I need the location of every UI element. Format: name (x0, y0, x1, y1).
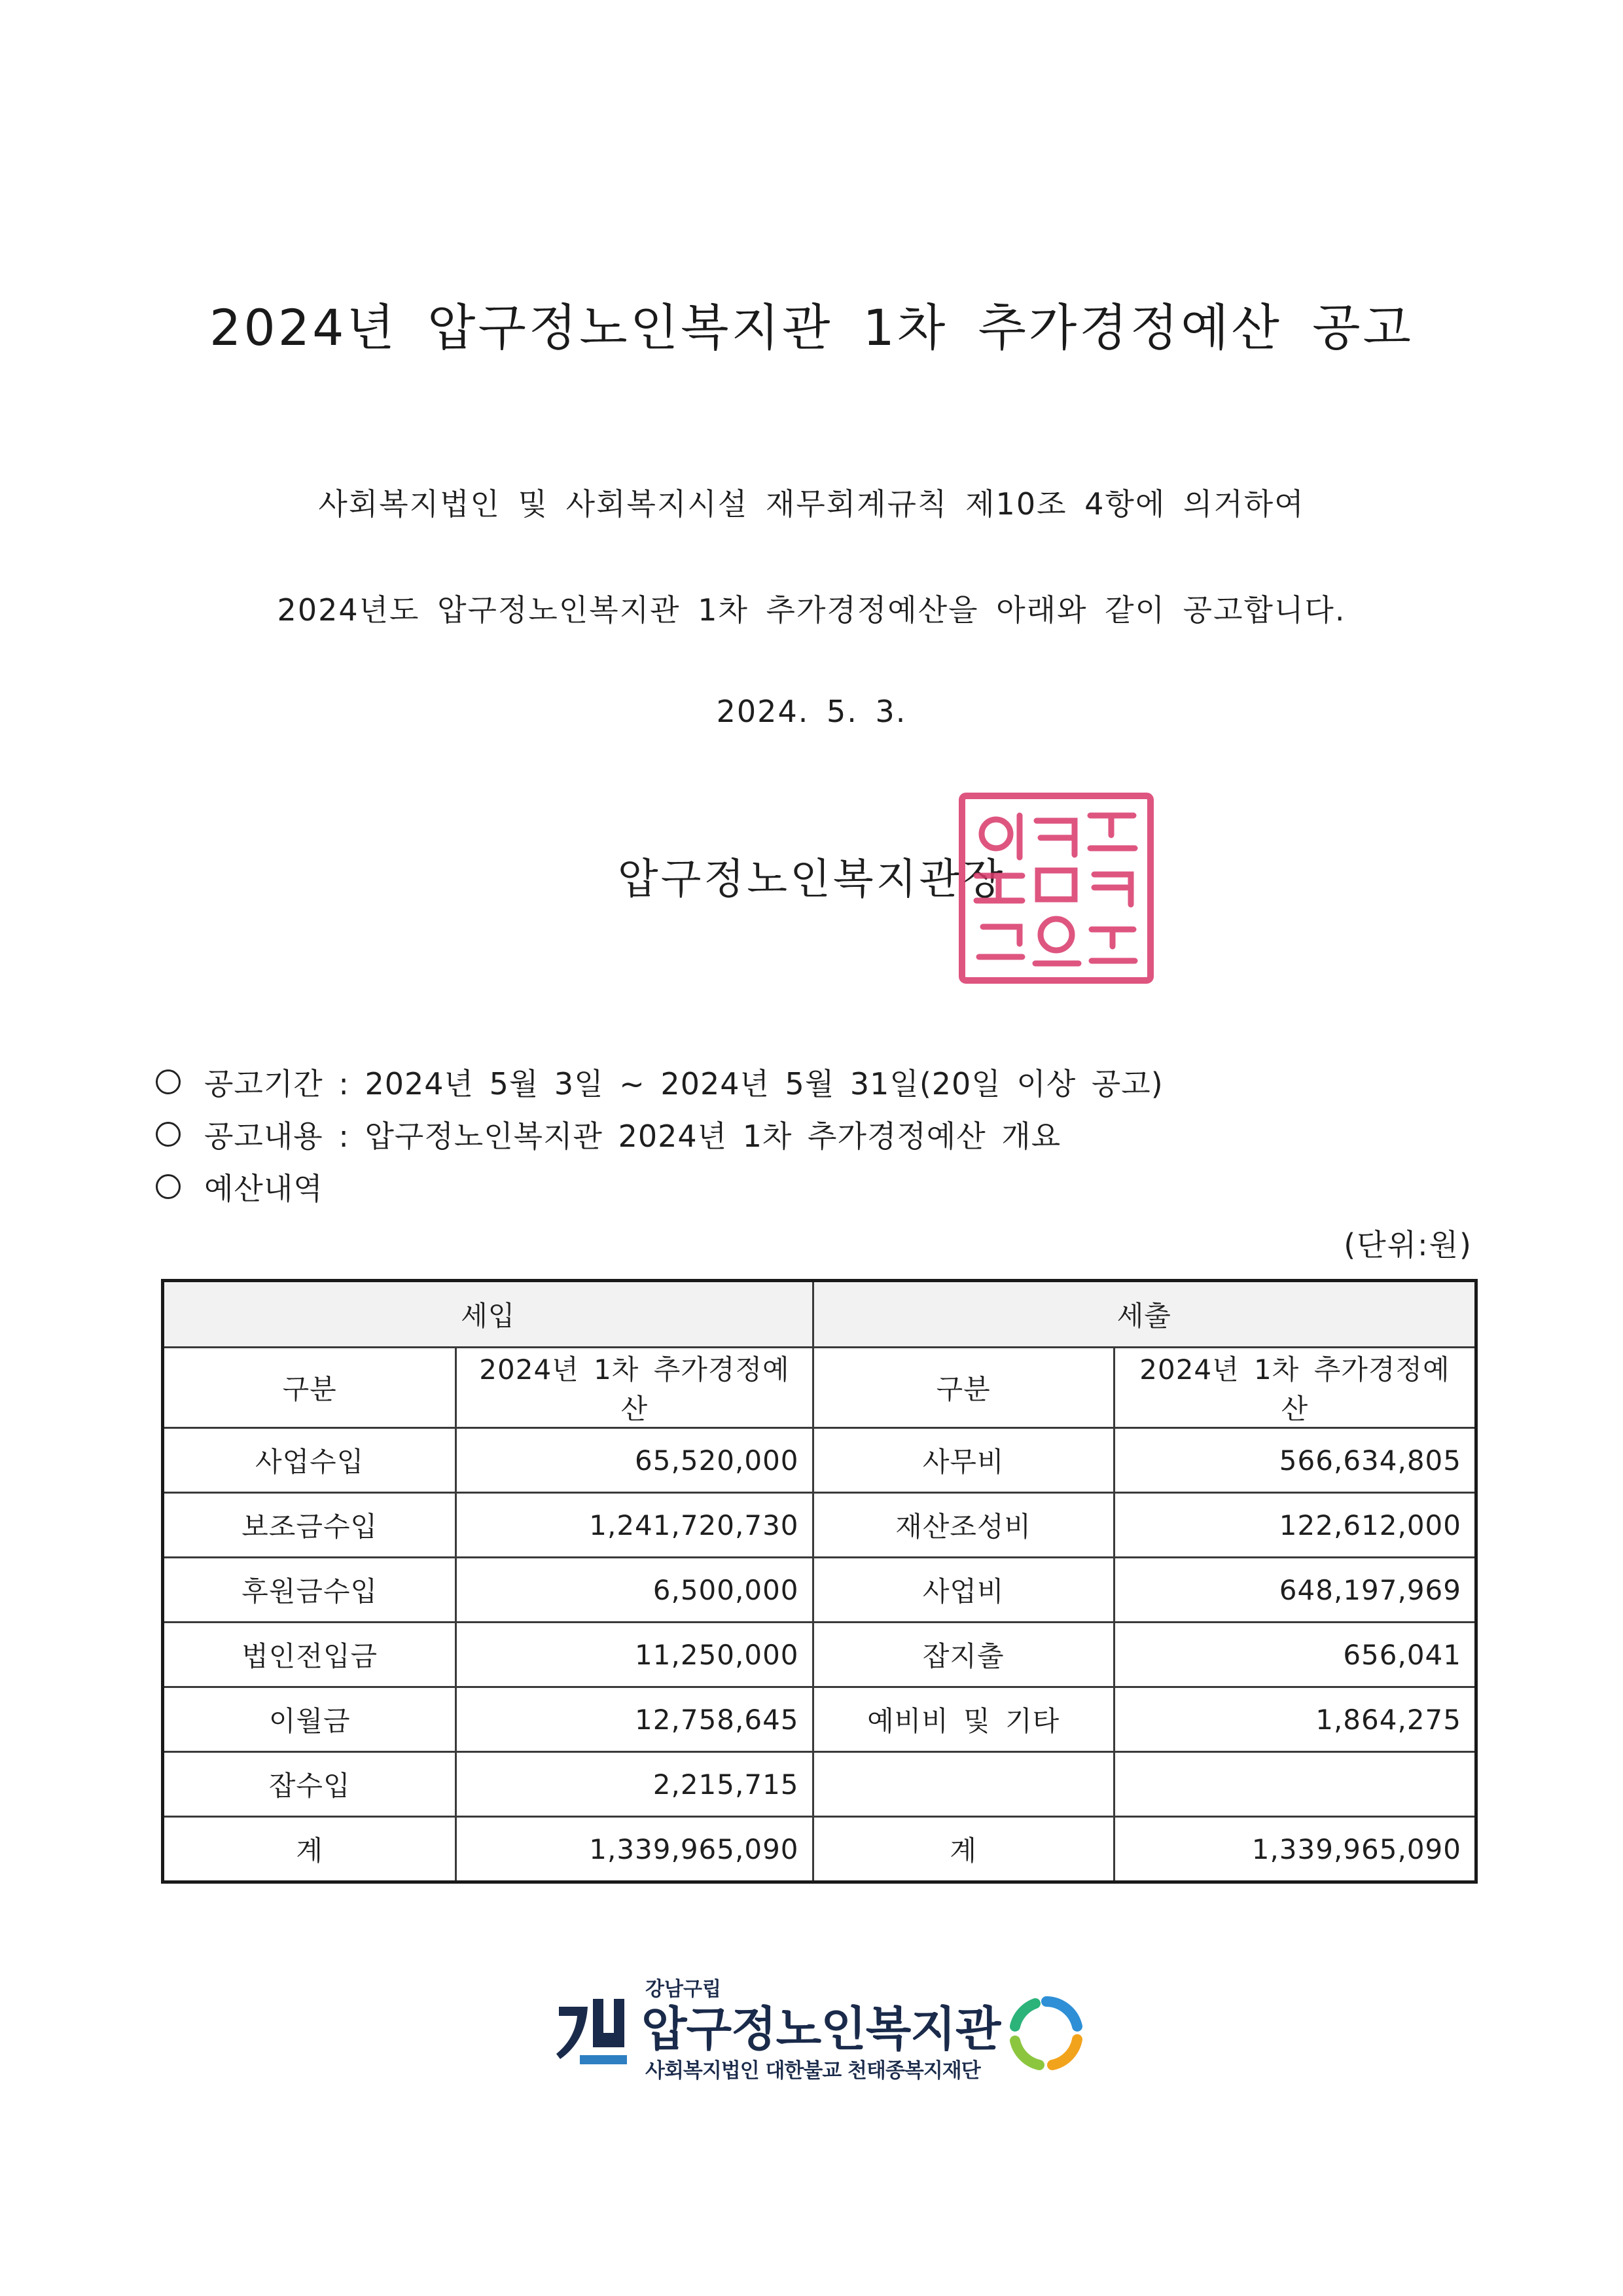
signatory-org: 압구정노인복지관장 (617, 855, 1006, 904)
revenue-budget-header: 2024년 1차 추가경정예산 (456, 1348, 813, 1428)
expense-amount (1114, 1752, 1476, 1817)
revenue-amount: 11,250,000 (456, 1623, 813, 1687)
expense-category: 사업비 (813, 1558, 1114, 1623)
expense-total-label: 계 (813, 1817, 1114, 1882)
bullet-period (156, 1060, 1164, 1103)
revenue-amount: 1,241,720,730 (456, 1493, 813, 1558)
expense-header: 세출 (813, 1281, 1476, 1348)
table-section-header-row (163, 1281, 1476, 1348)
ring-emblem-icon (1007, 1994, 1086, 2073)
logo-name: 압구정노인복지관 (641, 2001, 1001, 2056)
revenue-amount: 6,500,000 (456, 1558, 813, 1623)
expense-total-amount: 1,339,965,090 (1114, 1817, 1476, 1882)
revenue-total-amount: 1,339,965,090 (456, 1817, 813, 1882)
revenue-category: 후원금수입 (163, 1558, 456, 1623)
bullet-content (156, 1113, 1061, 1156)
bullet-details (156, 1165, 323, 1208)
bullet-text: 공고내용 : 압구정노인복지관 2024년 1차 추가경정예산 개요 (204, 1119, 1061, 1154)
expense-category-header: 구분 (813, 1348, 1114, 1428)
budget-table (161, 1279, 1478, 1884)
page-title: 2024년 압구정노인복지관 1차 추가경정예산 공고 (209, 298, 1414, 357)
expense-category (813, 1752, 1114, 1817)
expense-amount: 656,041 (1114, 1623, 1476, 1687)
circle-bullet-icon (156, 1174, 181, 1199)
intro-line-2: 2024년도 압구정노인복지관 1차 추가경정예산을 아래와 같이 공고합니다. (277, 592, 1346, 628)
table-row (163, 1752, 1476, 1817)
intro-line-1: 사회복지법인 및 사회복지시설 재무회계규칙 제10조 4항에 의거하여 (318, 486, 1305, 522)
expense-amount: 648,197,969 (1114, 1558, 1476, 1623)
bullet-text: 예산내역 (204, 1171, 323, 1206)
table-row (163, 1687, 1476, 1752)
table-total-row (163, 1817, 1476, 1882)
circle-bullet-icon (156, 1069, 181, 1094)
revenue-category: 보조금수입 (163, 1493, 456, 1558)
revenue-category: 이월금 (163, 1687, 456, 1752)
expense-category: 예비비 및 기타 (813, 1687, 1114, 1752)
revenue-category: 법인전입금 (163, 1623, 456, 1687)
table-row (163, 1428, 1476, 1493)
logo-foundation: 사회복지법인 대한불교 천태종복지재단 (645, 2059, 980, 2083)
table-row (163, 1558, 1476, 1623)
announcement-date: 2024. 5. 3. (716, 694, 907, 729)
revenue-total-label: 계 (163, 1817, 456, 1882)
expense-category: 재산조성비 (813, 1493, 1114, 1558)
footer-logo (554, 1973, 1090, 2084)
table-row (163, 1623, 1476, 1687)
revenue-category: 잡수입 (163, 1752, 456, 1817)
revenue-category-header: 구분 (163, 1348, 456, 1428)
expense-category: 사무비 (813, 1428, 1114, 1493)
expense-category: 잡지출 (813, 1623, 1114, 1687)
bullet-text: 공고기간 : 2024년 5월 3일 ~ 2024년 5월 31일(20일 이상 공고) (204, 1066, 1164, 1102)
expense-amount: 566,634,805 (1114, 1428, 1476, 1493)
official-seal-icon (957, 789, 1157, 987)
logo-district: 강남구립 (645, 1978, 721, 2001)
table-column-header-row (163, 1348, 1476, 1428)
revenue-header: 세입 (163, 1281, 813, 1348)
circle-bullet-icon (156, 1122, 181, 1147)
revenue-amount: 2,215,715 (456, 1752, 813, 1817)
expense-amount: 1,864,275 (1114, 1687, 1476, 1752)
expense-amount: 122,612,000 (1114, 1493, 1476, 1558)
revenue-amount: 12,758,645 (456, 1687, 813, 1752)
table-row (163, 1493, 1476, 1558)
unit-label: (단위:원) (1344, 1227, 1472, 1263)
center-logo-mark-icon (554, 1994, 631, 2067)
revenue-amount: 65,520,000 (456, 1428, 813, 1493)
revenue-category: 사업수입 (163, 1428, 456, 1493)
expense-budget-header: 2024년 1차 추가경정예산 (1114, 1348, 1476, 1428)
